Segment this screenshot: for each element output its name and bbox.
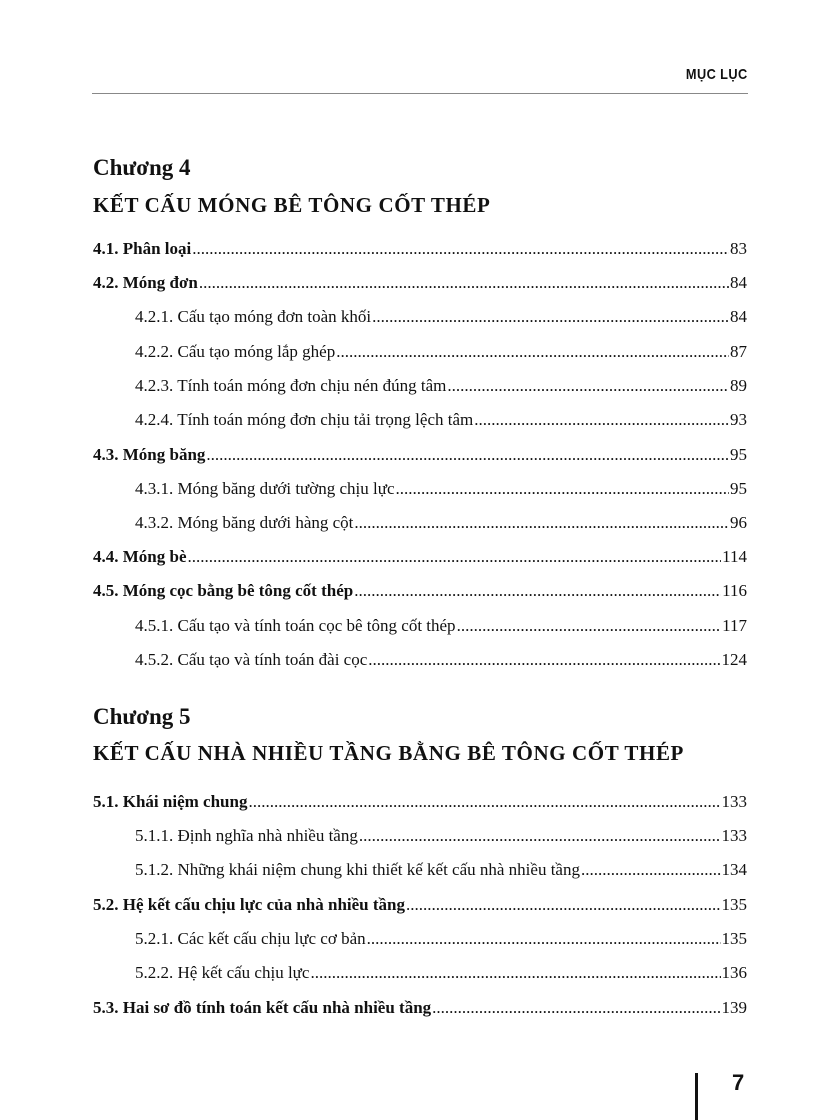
toc-page-number: 135 (721, 929, 747, 948)
toc-page-number: 84 (730, 307, 747, 326)
dot-leader (336, 342, 729, 362)
toc-entry-text: 4.5.1. Cấu tạo và tính toán cọc bê tông cốt thép (135, 616, 456, 635)
toc-page-number: 133 (721, 792, 747, 811)
toc-page-number: 124 (721, 650, 747, 669)
page-number: 7 (732, 1070, 745, 1095)
dot-leader (199, 273, 729, 293)
chapter-number: Chương 4 (93, 155, 191, 180)
header-label: MỤC LỤC (686, 66, 748, 83)
toc-entry-text: 4.3.2. Móng băng dưới hàng cột (135, 513, 354, 532)
chapter-title: KẾT CẤU MÓNG BÊ TÔNG CỐT THÉP (93, 193, 491, 217)
dot-leader (310, 963, 720, 983)
dot-leader (372, 307, 729, 327)
toc-entry-text: 4.1. Phân loại (93, 239, 192, 258)
toc-entry-text: 4.2. Móng đơn (93, 273, 198, 292)
toc-entry-text: 5.2.1. Các kết cấu chịu lực cơ bản (135, 929, 366, 948)
dot-leader (354, 581, 721, 601)
dot-leader (354, 513, 729, 533)
toc-page-number: 114 (722, 547, 747, 566)
chapter-number: Chương 5 (93, 704, 191, 729)
toc-entry[interactable] (135, 963, 747, 987)
toc-entry[interactable] (93, 239, 747, 263)
dot-leader (367, 929, 721, 949)
toc-page-number: 135 (721, 895, 747, 914)
toc-entry-text: 5.1.2. Những khái niệm chung khi thiết kế kết cấu nhà nhiều tầng (135, 860, 580, 879)
toc-entry[interactable] (135, 929, 747, 953)
dot-leader (368, 650, 720, 670)
toc-entry-text: 4.2.2. Cấu tạo móng lắp ghép (135, 342, 336, 361)
toc-entry-text: 4.5. Móng cọc bằng bê tông cốt thép (93, 581, 354, 600)
toc-entry-text: 4.3. Móng băng (93, 445, 206, 464)
toc-page-number: 87 (730, 342, 747, 361)
toc-page-number: 139 (721, 998, 747, 1017)
toc-page-number: 136 (721, 963, 747, 982)
toc-entry[interactable] (135, 616, 747, 640)
toc-entry-text: 4.2.3. Tính toán móng đơn chịu nén đúng tâm (135, 376, 447, 395)
toc-entry[interactable] (135, 307, 747, 331)
toc-page-number: 83 (730, 239, 747, 258)
toc-page-number: 93 (730, 410, 747, 429)
toc-page-number: 117 (722, 616, 747, 635)
dot-leader (457, 616, 722, 636)
toc-entry[interactable] (135, 513, 747, 537)
toc-entry[interactable] (135, 479, 747, 503)
dot-leader (581, 860, 721, 880)
toc-entry[interactable] (135, 650, 747, 674)
toc-entry[interactable] (93, 547, 747, 571)
dot-leader (359, 826, 721, 846)
toc-page-number: 95 (730, 479, 747, 498)
toc-entry[interactable] (93, 792, 747, 816)
toc-entry[interactable] (135, 376, 747, 400)
toc-entry-text: 4.3.1. Móng băng dưới tường chịu lực (135, 479, 395, 498)
toc-page-number: 95 (730, 445, 747, 464)
toc-entry-text: 5.1.1. Định nghĩa nhà nhiều tầng (135, 826, 358, 845)
toc-entry-text: 5.1. Khái niệm chung (93, 792, 248, 811)
toc-entry-text: 4.2.4. Tính toán móng đơn chịu tải trọng lệch tâm (135, 410, 474, 429)
toc-page-number: 116 (722, 581, 747, 600)
toc-entry[interactable] (93, 273, 747, 297)
toc-entry-text: 4.5.2. Cấu tạo và tính toán đài cọc (135, 650, 368, 669)
header-rule (92, 93, 748, 94)
toc-entry-text: 4.2.1. Cấu tạo móng đơn toàn khối (135, 307, 372, 326)
dot-leader (248, 792, 720, 812)
toc-page-number: 89 (730, 376, 747, 395)
toc-entry-text: 4.4. Móng bè (93, 547, 187, 566)
toc-entry[interactable] (135, 826, 747, 850)
toc-entry[interactable] (93, 445, 747, 469)
footer-bar (695, 1073, 698, 1120)
dot-leader (474, 410, 729, 430)
dot-leader (447, 376, 729, 396)
dot-leader (432, 998, 720, 1018)
toc-page-number: 134 (721, 860, 747, 879)
toc-entry[interactable] (93, 895, 747, 919)
dot-leader (206, 445, 729, 465)
chapter-title: KẾT CẤU NHÀ NHIỀU TẦNG BẰNG BÊ TÔNG CỐT THÉP (93, 741, 684, 765)
toc-page-number: 96 (730, 513, 747, 532)
toc-entry[interactable] (135, 342, 747, 366)
toc-page-number: 133 (721, 826, 747, 845)
toc-entry-text: 5.2.2. Hệ kết cấu chịu lực (135, 963, 310, 982)
dot-leader (188, 547, 722, 567)
toc-entry[interactable] (93, 581, 747, 605)
toc-entry-text: 5.2. Hệ kết cấu chịu lực của nhà nhiều tầng (93, 895, 405, 914)
toc-entry[interactable] (135, 860, 747, 884)
toc-entry[interactable] (135, 410, 747, 434)
dot-leader (406, 895, 721, 915)
toc-entry-text: 5.3. Hai sơ đồ tính toán kết cấu nhà nhiều tầng (93, 998, 432, 1017)
dot-leader (192, 239, 729, 259)
dot-leader (396, 479, 729, 499)
toc-entry[interactable] (93, 998, 747, 1022)
toc-page-number: 84 (730, 273, 747, 292)
